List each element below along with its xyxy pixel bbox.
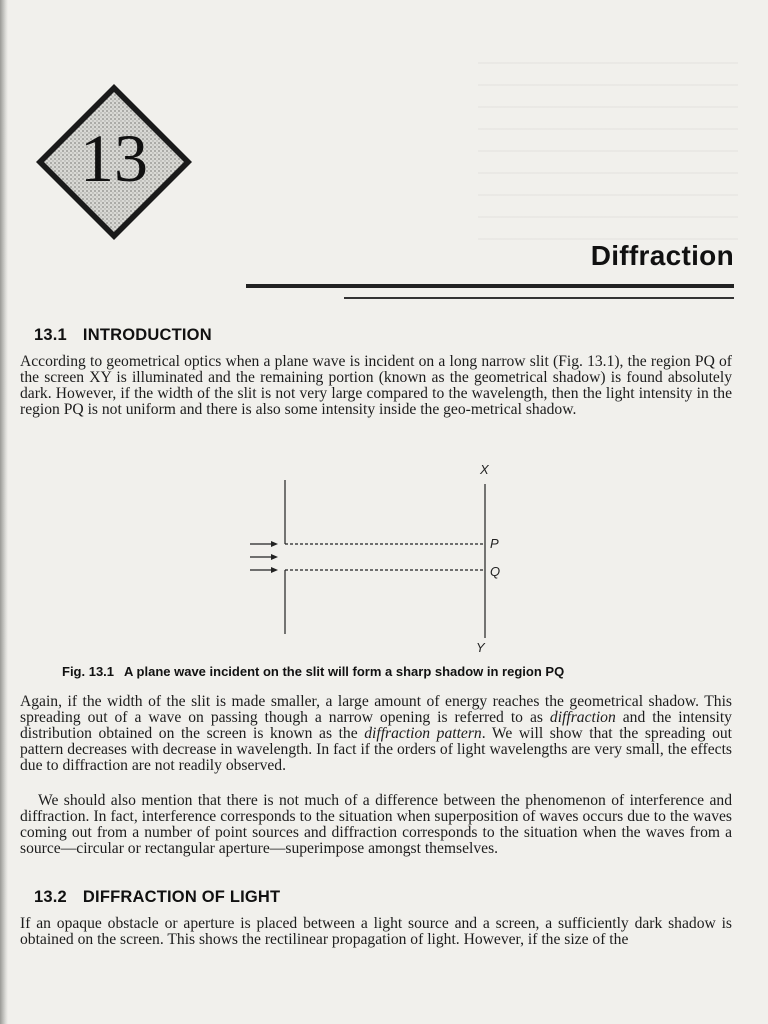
caption-text: A plane wave incident on the slit will form a sharp shadow in region PQ	[124, 664, 565, 679]
bleed-through-texture	[478, 50, 738, 240]
slit-diagram	[240, 458, 530, 658]
para2-text-2: and the intensity distribution obtained on the screen is known as the	[20, 709, 732, 742]
diffraction-of-light-paragraph: If an opaque obstacle or aperture is placed between a light source and a screen, a sufficiently dark shadow is obtained on the screen. This shows the rectilinear propagation of light. However, if the size of the	[20, 915, 732, 948]
chapter-title: Diffraction	[590, 240, 734, 271]
para2-em-diffraction-pattern: diffraction pattern	[364, 725, 482, 742]
section-heading-introduction	[34, 326, 212, 345]
section-number: 13.2	[34, 888, 67, 906]
para2-text-1: Again, if the width of the slit is made smaller, a large amount of energy reaches the geometrical shadow. This spreading out of a wave on passing though a narrow opening is referred to as	[20, 693, 732, 726]
para2-em-diffraction: diffraction	[549, 709, 616, 726]
intro-paragraph: According to geometrical optics when a plane wave is incident on a long narrow slit (Fig. 13.1), the region PQ of the screen XY is illuminated and the remaining portion (known as the geometrical shadow) is found absolutely dark. However, if the width of the slit is not very large compared to the wavelength, then the light intensity in the region PQ is not uniform and there is also some intensity inside the geo-metrical shadow.	[20, 353, 732, 418]
title-rule-thin	[344, 297, 734, 299]
section-heading-diffraction-of-light	[34, 888, 280, 907]
section-number: 13.1	[34, 326, 67, 344]
figure-caption	[62, 664, 702, 679]
label-y: Y	[476, 640, 485, 655]
title-rule-thick	[246, 284, 734, 288]
section-title: DIFFRACTION OF LIGHT	[82, 888, 281, 906]
chapter-badge	[34, 82, 194, 242]
caption-number: Fig. 13.1	[62, 664, 115, 679]
section-title: INTRODUCTION	[82, 326, 212, 344]
figure-slit-diagram	[240, 458, 530, 658]
label-p: P	[490, 536, 499, 551]
paragraph-interference-diffraction: We should also mention that there is not much of a difference between the phenomenon of interference and diffraction. In fact, interference corresponds to the situation when superposition of waves occurs due to the waves coming out from a number of point sources and diffraction corresponds to the situation when the waves from a source—circular or rectangular aperture—superimpose amongst themselves.	[20, 792, 732, 857]
label-x: X	[480, 462, 489, 477]
label-q: Q	[490, 564, 501, 579]
para2-text-3: . We will show that the spreading out pattern decreases with decrease in wavelength. In fact if the orders of light wavelengths are very small, the effects due to diffraction are not readily observed.	[20, 725, 732, 774]
paragraph-diffraction-pattern	[20, 694, 732, 774]
page-edge-shadow	[0, 0, 8, 1024]
chapter-number: 13	[80, 120, 148, 196]
